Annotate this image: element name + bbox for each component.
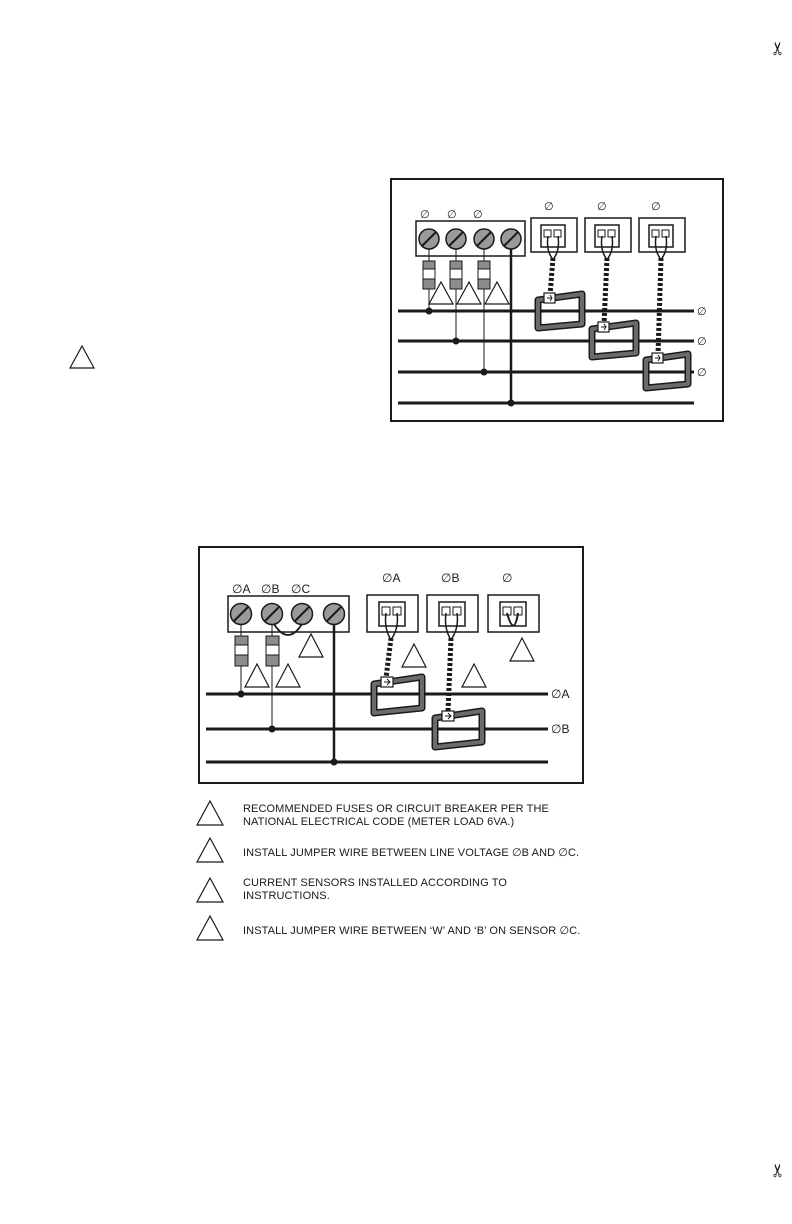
sensor-label: ∅B (441, 571, 460, 585)
sensor-label: ∅ (597, 201, 607, 213)
note-text (243, 803, 623, 829)
note-row (196, 835, 616, 875)
notes-legend (196, 798, 616, 947)
line-label: ∅ (697, 336, 707, 348)
sensor-connector (585, 218, 631, 252)
scissors-icon: ✂ (768, 40, 789, 57)
terminal-label: ∅ (473, 209, 483, 221)
screw-terminal (501, 229, 521, 249)
note-triangle-icon (196, 800, 224, 826)
scissors-icon: ✂ (768, 1162, 789, 1179)
note-line: RECOMMENDED FUSES OR CIRCUIT BREAKER PER THE (243, 803, 549, 815)
note-text (243, 847, 623, 860)
screw-terminal (324, 604, 345, 625)
sensor-label: ∅ (651, 201, 661, 213)
note-row (196, 798, 616, 835)
note-triangle-icon (196, 877, 224, 903)
note-text (243, 925, 623, 938)
line-label: ∅ (697, 306, 707, 318)
terminal-label: ∅A (232, 582, 251, 596)
note-line: INSTALL JUMPER WIRE BETWEEN ‘W’ AND ‘B’ ON SENSOR ∅C. (243, 925, 581, 937)
sensor-label: ∅ (544, 201, 554, 213)
terminal-label: ∅ (420, 209, 430, 221)
note-line: INSTALL JUMPER WIRE BETWEEN LINE VOLTAGE ∅B AND ∅C. (243, 847, 580, 859)
note-line: CURRENT SENSORS INSTALLED ACCORDING TO (243, 877, 507, 889)
screw-terminal (231, 604, 252, 625)
terminal-label: ∅ (447, 209, 457, 221)
screw-terminal (474, 229, 494, 249)
wiring-diagram-bottom (198, 546, 584, 784)
sensor-connector (639, 218, 685, 252)
screw-terminal (292, 604, 313, 625)
note-triangle-icon (196, 915, 224, 941)
screw-terminal (446, 229, 466, 249)
sensor-label: ∅A (382, 571, 401, 585)
sensor-label: ∅ (502, 571, 513, 585)
sensor-connector (367, 595, 418, 632)
terminal-label: ∅C (291, 582, 311, 596)
terminal-label: ∅B (261, 582, 280, 596)
note-triangle-icon (196, 837, 224, 863)
note-row (196, 875, 616, 913)
line-label: ∅A (551, 687, 570, 701)
line-label: ∅ (697, 367, 707, 379)
sensor-connector (427, 595, 478, 632)
note-row (196, 913, 616, 947)
wiring-diagram-top (390, 178, 724, 422)
note-line: INSTRUCTIONS. (243, 890, 330, 902)
line-label: ∅B (551, 722, 570, 736)
screw-terminal (419, 229, 439, 249)
note-text (243, 877, 623, 903)
note-line: NATIONAL ELECTRICAL CODE (METER LOAD 6VA.) (243, 816, 515, 828)
screw-terminal (262, 604, 283, 625)
sensor-connector (531, 218, 577, 252)
note-triangle-icon (69, 345, 95, 369)
